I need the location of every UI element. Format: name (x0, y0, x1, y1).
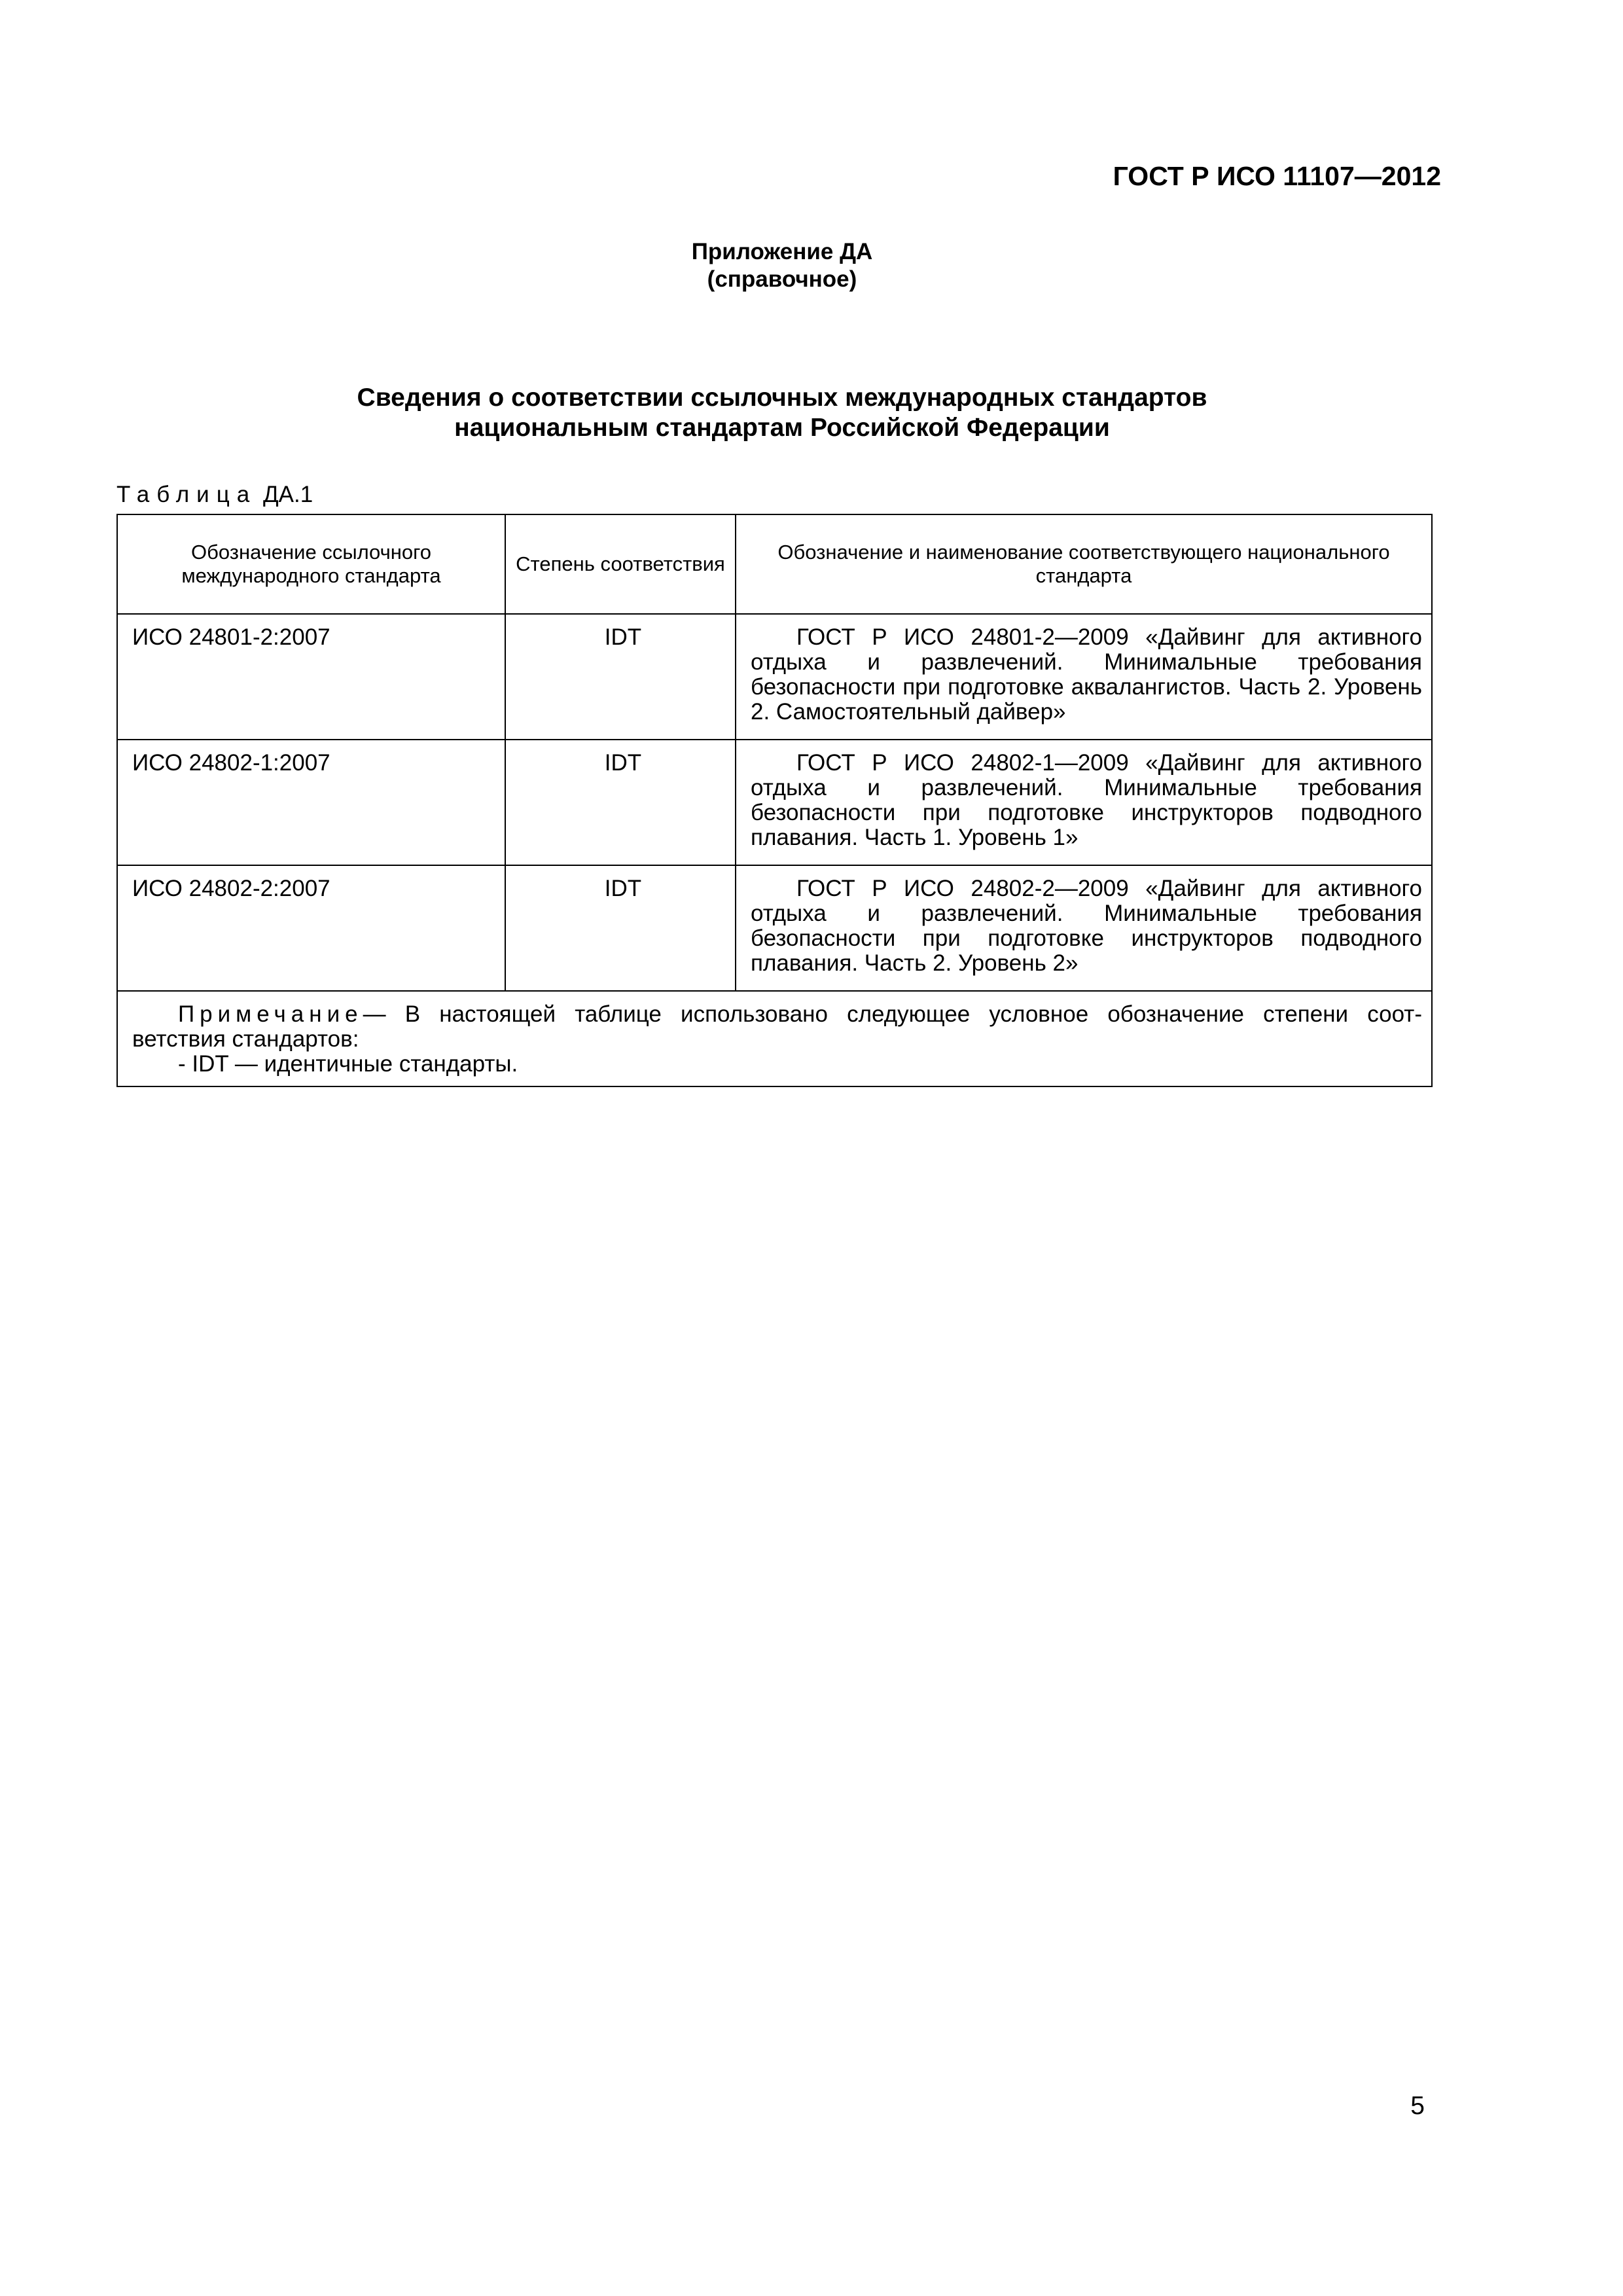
page-title-line-1: Сведения о соответствии ссылочных международных стандартов (357, 384, 1207, 412)
national-standard-cell: ГОСТ Р ИСО 24802-2—2009 «Дайвинг для активного отдыха и развлечений. Минимальные требования безопасности при подготовке инструкторов подводного плавания. Часть 2. Уровень 2» (736, 865, 1432, 991)
appendix-heading (0, 238, 1564, 293)
table-note-row (117, 991, 1432, 1086)
note-text: — В настоящей таблице использовано следующее условное обозначение степени соот- (363, 1001, 1422, 1027)
table-row (117, 740, 1432, 865)
table-row (117, 865, 1432, 991)
degree-cell: IDT (505, 740, 736, 865)
note-heading: Примечание (178, 1001, 363, 1027)
national-standard-cell: ГОСТ Р ИСО 24802-1—2009 «Дайвинг для активного отдыха и развлечений. Минимальные требования безопасности при подготовке инструкторов подводного плавания. Часть 1. Уровень 1» (736, 740, 1432, 865)
header-national-standard: Обозначение и наименование соответствующего национального стандарта (736, 514, 1432, 614)
international-code-cell: ИСО 24802-1:2007 (117, 740, 505, 865)
international-code-cell: ИСО 24801-2:2007 (117, 614, 505, 740)
table-label-number: ДА.1 (262, 482, 313, 507)
table-label-prefix: Таблица (116, 482, 257, 507)
table-header-row (117, 514, 1432, 614)
correspondence-table (116, 514, 1433, 1087)
degree-cell: IDT (505, 865, 736, 991)
page-number: 5 (1410, 2092, 1425, 2120)
appendix-subtitle: (справочное) (707, 266, 857, 292)
page-title (0, 383, 1564, 443)
header-degree: Степень соответствия (505, 514, 736, 614)
national-standard-cell: ГОСТ Р ИСО 24801-2—2009 «Дайвинг для активного отдыха и развлечений. Минимальные требования безопасности при подготовке аквалангистов. Часть 2. Уровень 2. Самостоятельный дайвер» (736, 614, 1432, 740)
document-code: ГОСТ Р ИСО 11107—2012 (1113, 161, 1441, 191)
degree-cell: IDT (505, 614, 736, 740)
note-line-1 (132, 1002, 1422, 1027)
appendix-title: Приложение ДА (691, 239, 873, 264)
note-list-item: - IDT — идентичные стандарты. (178, 1051, 518, 1077)
header-international-standard: Обозначение ссылочного международного стандарта (117, 514, 505, 614)
table-row (117, 614, 1432, 740)
international-code-cell: ИСО 24802-2:2007 (117, 865, 505, 991)
table-note (117, 991, 1432, 1086)
page-title-line-2: национальным стандартам Российской Федерации (454, 414, 1110, 442)
note-line-2: ветствия стандартов: (132, 1026, 359, 1052)
table-label (116, 481, 313, 509)
